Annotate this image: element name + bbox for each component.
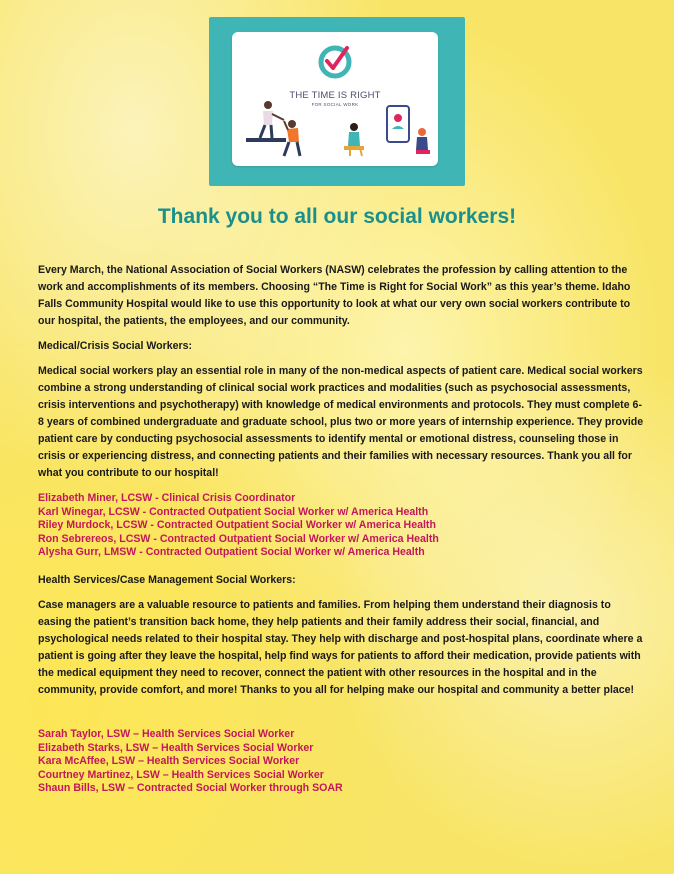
staff-member: Sarah Taylor, LSW – Health Services Social Worker <box>38 728 295 740</box>
staff-member: Alysha Gurr, LMSW - Contracted Outpatient Social Worker w/ America Health <box>38 546 425 558</box>
staff-member: Kara McAffee, LSW – Health Services Social Worker <box>38 755 300 767</box>
staff-member: Shaun Bills, LSW – Contracted Social Worker through SOAR <box>38 782 343 794</box>
intro-paragraph: Every March, the National Association of Social Workers (NASW) celebrates the profession by calling attention to the work and accomplishments of its members. Choosing “The Time is Right for Social Work” as this year’s theme. Idaho Falls Community Hospital would like to use this opportunity to look at what our very own social workers contribute to our hospital, the patients, the employees, and our community. <box>38 264 631 327</box>
staff-member: Courtney Martinez, LSW – Health Services Social Worker <box>38 768 324 781</box>
staff-member: Elizabeth Starks, LSW – Health Services Social Worker <box>38 741 314 754</box>
video-call-illustration <box>232 32 438 166</box>
page-title: Thank you to all our social workers! <box>157 205 517 228</box>
staff-member: Elizabeth Miner, LCSW - Clinical Crisis Coordinator <box>38 492 296 504</box>
medical-section-body: Medical social workers play an essential role in many of the non-medical aspects of patient care. Medical social workers combine a strong understanding of clinical social work practices and modalities (such as psychosocial assessments, crisis interventions and psychotherapy) with knowledge of medical environments and protocols. They must complete 6-8 years of combined undergraduate and graduate school, plus two or more years of internship experience. They provide patient care by conducting psychosocial assessments to identify mental or emotional distress, counseling those in crisis or experiencing distress, and connecting patients and their families with necessary resources. Thank you all for what you contribute to our hospital! <box>38 365 644 479</box>
staff-member: Riley Murdock, LCSW - Contracted Outpatient Social Worker w/ America Health <box>38 519 436 531</box>
staff-member: Ron Sebrereos, LCSW - Contracted Outpatient Social Worker w/ America Health <box>38 532 439 545</box>
case-management-section-body: Case managers are a valuable resource to patients and families. From helping them understand their diagnosis to easing the patient’s transition back home, they help patients and their family address their social, financial, and psychological needs related to their hospital stay. They help with discharge and post-hospital plans, coordinate where a patient is going after they leave the hospital, help find ways for patients to afford their medication, provide patients with the medical equipment they need to recover, connect the patient with other resources in the hospital and in the community, provide comfort, and more! Thanks to you all for helping make our hospital and community a better place! <box>38 599 643 696</box>
case-management-section-heading: Health Services/Case Management Social Workers: <box>38 574 296 586</box>
banner-card <box>232 32 438 166</box>
banner-title: THE TIME IS RIGHT <box>289 90 381 101</box>
case-management-staff-list <box>38 728 644 796</box>
staff-member: Karl Winegar, LCSW - Contracted Outpatient Social Worker w/ America Health <box>38 505 429 518</box>
medical-staff-list <box>38 492 644 560</box>
medical-section-heading: Medical/Crisis Social Workers: <box>38 340 193 352</box>
banner-subtitle: FOR SOCIAL WORK <box>311 102 359 107</box>
